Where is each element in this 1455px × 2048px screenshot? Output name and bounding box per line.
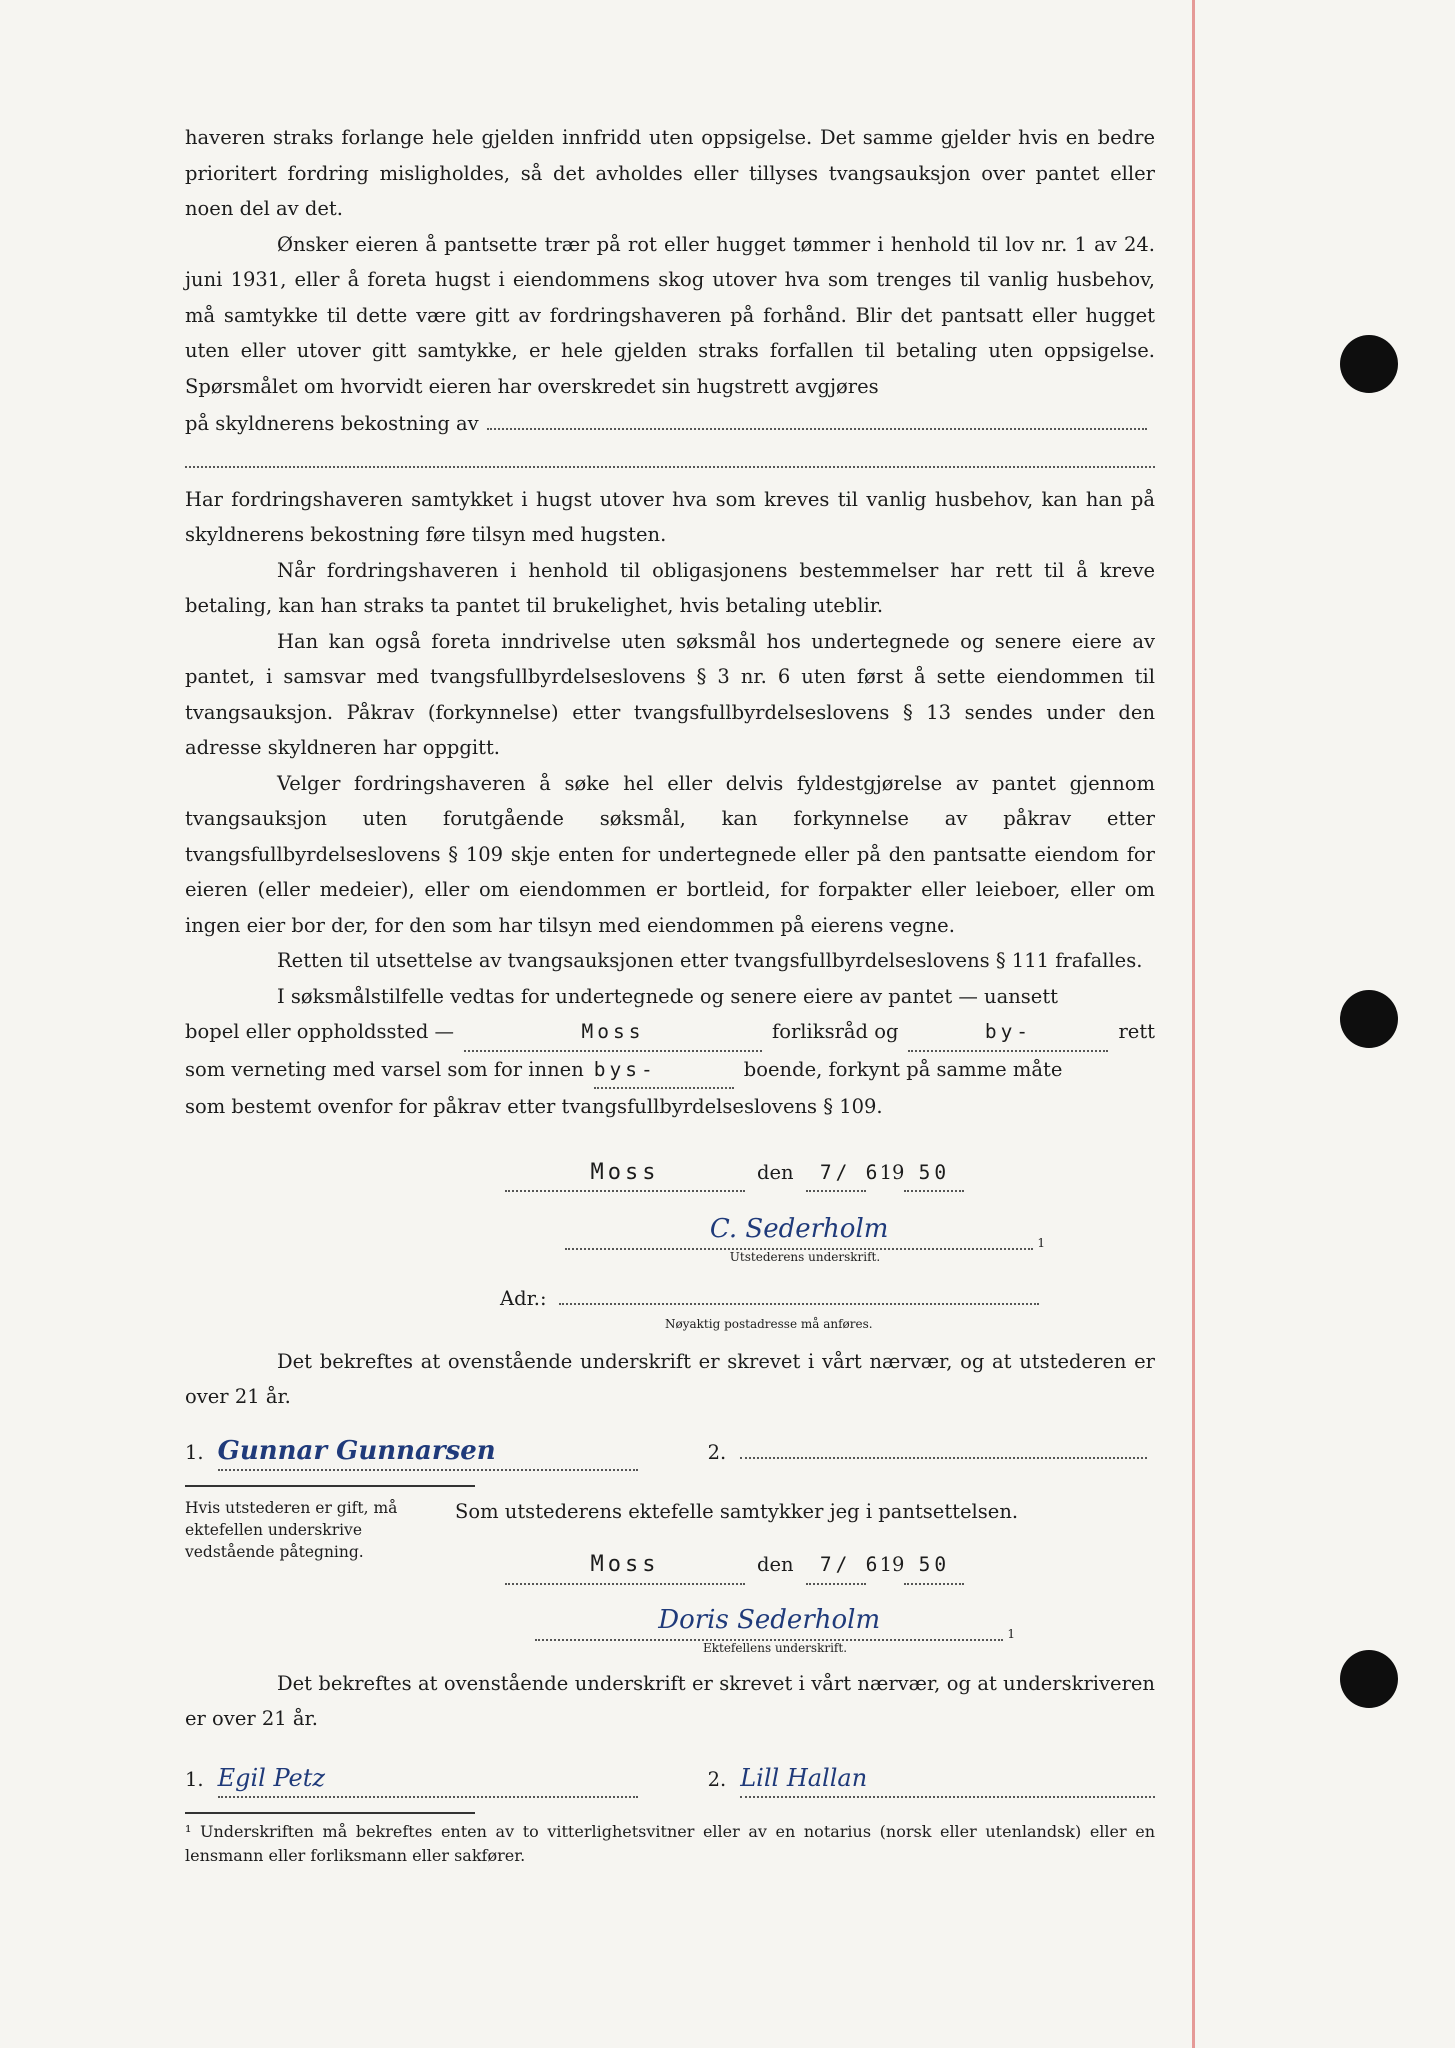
spouse-note: Hvis utstederen er gift, må ektefellen underskrive vedstående påtegning. bbox=[185, 1499, 398, 1561]
witness-line-2: 1. Egil Petz 2. Lill Hallan bbox=[185, 1761, 1155, 1799]
separator bbox=[185, 1485, 475, 1487]
paragraph: Ønsker eieren å pantsette trær på rot eller hugget tømmer i henhold til lov nr. 1 av 24. juni 1931, eller å foreta hugst i eiendommens skog utover hva som trenges til vanlig husbehov, må samtykke til dette være gitt av fordringshaveren på forhånd. Blir det pantsatt eller hugget uten eller utover gitt samtykke, er hele gjelden straks forfallen til betaling uten oppsigelse. Spørsmålet om hvorvidt eieren har overskredet sin hugstrett avgjøres bbox=[185, 232, 1155, 398]
witness-signature-2: Lill Hallan bbox=[740, 1761, 1155, 1799]
paragraph: Han kan også foreta inndrivelse uten søksmål hos undertegnede og senere eiere av pantet, i samsvar med tvangsfullbyrdelseslovens § 3 nr. 6 uten først å sette eiendommen til tvangsauksjon. Påkrav (forkynnelse) etter tvangsfullbyrdelseslovens § 13 sendes under den adresse skyldneren har oppgitt. bbox=[185, 629, 1155, 759]
spouse-section bbox=[185, 1497, 1155, 1656]
paragraph: I søksmålstilfelle vedtas for undertegnede og senere eiere av pantet — uansett bbox=[277, 984, 1059, 1008]
venue-line-1: bopel eller oppholdssted — Moss forliksråd og by- rett bbox=[185, 1014, 1155, 1052]
date-day: 7/ bbox=[806, 1155, 866, 1193]
blank-line bbox=[185, 442, 1155, 468]
address-label: Adr.: bbox=[500, 1287, 547, 1310]
witness-signature-1: Gunnar Gunnarsen bbox=[218, 1434, 638, 1472]
witness-statement: Det bekreftes at ovenstående underskrift er skrevet i vårt nærvær, og at utstederen er over 21 år. bbox=[185, 1349, 1155, 1408]
date-year: 50 bbox=[904, 1547, 964, 1585]
paragraph: Har fordringshaveren samtykket i hugst utover hva som kreves til vanlig husbehov, kan han på skyldnerens bekostning føre tilsyn med hugsten. bbox=[185, 487, 1155, 546]
spouse-signature-label: Ektefellens underskrift. bbox=[702, 1640, 848, 1655]
punch-hole bbox=[1340, 1650, 1398, 1708]
spouse-signature-block: Doris Sederholm $_1$ Ektefellens underskrift. bbox=[535, 1601, 1015, 1656]
date-year: 50 bbox=[904, 1155, 964, 1193]
paragraph: Velger fordringshaveren å søke hel eller delvis fyldestgjørelse av pantet gjennom tvangsauksjon uten forutgående søksmål, kan forkynnelse av påkrav etter tvangsfullbyrdelseslovens § 109 skje enten for undertegnede eller på den pantsatte eiendom for eieren (eller medeier), eller om eiendommen er bortleid, for forpakter eller leieboer, eller om ingen eier bor der, for den som har tilsyn med eiendommen på eierens vegne. bbox=[185, 771, 1155, 937]
date-line-2: Moss den 7/ 6 19 50 bbox=[455, 1547, 1155, 1585]
date-month: 6 bbox=[865, 1553, 882, 1576]
separator bbox=[185, 1812, 475, 1814]
issuer-signature-label: Utstederens underskrift. bbox=[729, 1250, 881, 1264]
punch-hole bbox=[1340, 335, 1398, 393]
footnote: ¹ Underskriften må bekreftes enten av to vitterlighetsvitner eller av en notarius (norsk eller utenlandsk) eller en lensmann eller forliksmann eller sakfører. bbox=[185, 1822, 1155, 1865]
venue-court: by- bbox=[908, 1014, 1108, 1052]
punch-hole bbox=[1340, 990, 1398, 1048]
paragraph: Retten til utsettelse av tvangsauksjonen etter tvangsfullbyrdelseslovens § 111 frafalles. bbox=[277, 949, 1143, 972]
venue-line-3: som bestemt ovenfor for påkrav etter tvangsfullbyrdelseslovens § 109. bbox=[185, 1095, 883, 1118]
date-place: Moss bbox=[505, 1155, 745, 1193]
venue-court-2: bys- bbox=[594, 1052, 734, 1090]
paragraph: Når fordringshaveren i henhold til obligasjonens bestemmelser har rett til å kreve betaling, kan han straks ta pantet til brukelighet, hvis betaling uteblir. bbox=[185, 558, 1155, 617]
date-day: 7/ bbox=[806, 1547, 866, 1585]
witness-line-1: 1. Gunnar Gunnarsen 2. bbox=[185, 1433, 1155, 1472]
date-line: Moss den 7/ 6 19 50 bbox=[185, 1155, 1025, 1193]
date-month: 6 bbox=[865, 1160, 882, 1184]
date-place: Moss bbox=[505, 1547, 745, 1585]
issuer-signature: C. Sederholm bbox=[565, 1210, 1033, 1250]
venue-line-2: som verneting med varsel som for innen bys- boende, forkynt på samme måte bbox=[185, 1052, 1155, 1090]
spouse-consent: Som utstederens ektefelle samtykker jeg i pantsettelsen. bbox=[455, 1500, 1019, 1523]
address-hint: Nøyaktig postadresse må anføres. bbox=[665, 1316, 873, 1331]
witness-signature-1: Egil Petz bbox=[218, 1761, 638, 1799]
margin-line bbox=[1192, 0, 1195, 2048]
issuer-signature-block: C. Sederholm $_1$ Utstederens underskrift. bbox=[565, 1210, 1045, 1265]
document-body bbox=[185, 120, 1155, 1868]
address-block bbox=[185, 1279, 1155, 1332]
paragraph: haveren straks forlange hele gjelden innfridd uten oppsigelse. Det samme gjelder hvis en bedre prioritert fordring misligholdes, så det avholdes eller tillyses tvangsauksjon over pantet eller noen del av det. bbox=[185, 126, 1155, 220]
logging-cost-line: på skyldnerens bekostning av bbox=[185, 404, 1155, 442]
witness-statement: Det bekreftes at ovenstående underskrift er skrevet i vårt nærvær, og at underskriveren er over 21 år. bbox=[185, 1671, 1155, 1730]
witness-signature-2 bbox=[740, 1433, 1147, 1459]
address-field bbox=[559, 1279, 1039, 1305]
spouse-signature: Doris Sederholm bbox=[535, 1601, 1003, 1641]
venue-place: Moss bbox=[464, 1014, 762, 1052]
